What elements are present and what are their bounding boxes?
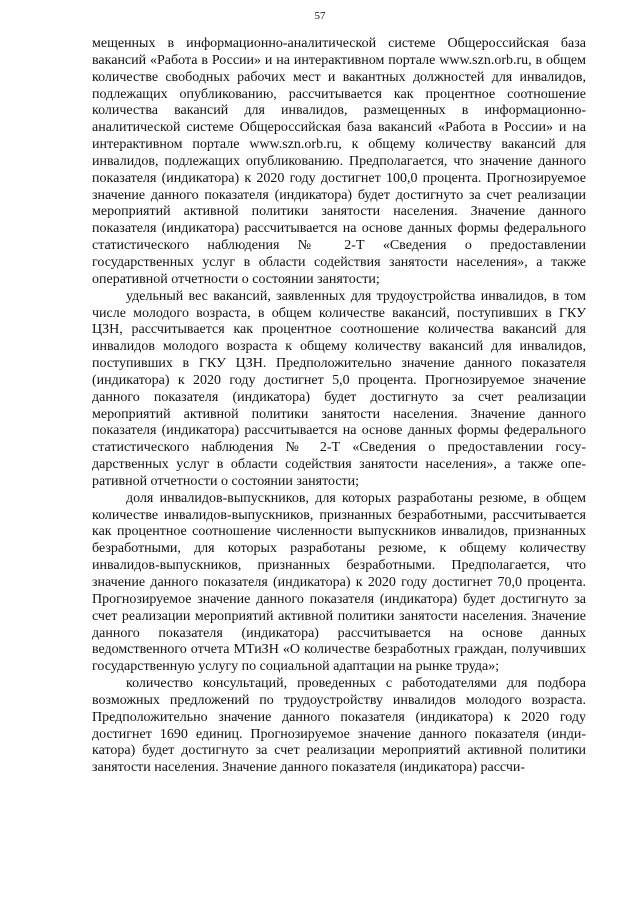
page-body [92, 36, 586, 777]
paragraph-2: удельный вес вакансий, заявленных для трудоустройства инвалидов, в том числе молодого возраста, в общем количестве вакансий, поступивших в ГКУ ЦЗН, рассчитывается как процентное соотношение количества вакансий для инвалидов молодого возраста к общему количеству вакансий для инвалидов, поступивших в ГКУ ЦЗН. Предположительно значение данного показателя (индикатора) к 2020 году достигнет 5,0 процента. Прогнозируемое значение данного показателя (индикатора) будет достигнуто за счет реализации мероприятий активной политики занятости населения. Значение данного показателя (индикатора) рассчитывается на основе данных формы федерального статистического наблюдения № 2-Т «Сведения о предоставлении государственных услуг в области содействия занятости населения», а также оперативной отчетности о состоянии занятости; [92, 288, 586, 489]
paragraph-1: мещенных в информационно-аналитической системе Общероссийская база вакансий «Работа в России» и на интерактивном портале www.szn.orb.ru, в общем количестве свободных рабочих мест и вакантных должностей для инвалидов, подлежащих опубликованию, рассчитывается как процентное соотношение количества вакансий для инвалидов, размещенных в информационно-аналитической системе Общероссийская база вакансий «Работа в России» и на интерактивном портале www.szn.orb.ru, к общему количеству вакансий для инвалидов, подлежащих опубликованию. Предполагается, что значение данного показателя (индикатора) к 2020 году достигнет 100,0 процента. Прогнозируемое значение данного показателя (индикатора) будет достигнуто за счет реализации мероприятий активной политики занятости населения. Значение данного показателя (индикатора) рассчитывается на основе данных формы федерального статистического наблюдения № 2-Т «Сведения о предоставлении государственных услуг в области содействия занятости населения», а также оперативной отчетности о состоянии занятости; [92, 36, 586, 287]
paragraph-3: доля инвалидов-выпускников, для которых разработаны резюме, в общем количестве инвалидов-выпускников, признанных безработными, рассчитывается как процентное соотношение численности выпускников инвалидов, признанных безработными, для которых разработаны резюме, к общему количеству инвалидов-выпускников, признанных безработными. Предполагается, что значение данного показателя (индикатора) к 2020 году достигнет 70,0 процента. Прогнозируемое значение данного показателя (индикатора) будет достигнуто за счет реализации мероприятий активной политики занятости населения. Значение данного показателя (индикатора) рассчитывается на основе данных ведомственного отчета МТиЗН «О количестве безработных граждан, получивших государственную услугу по социальной адаптации на рынке труда»; [92, 490, 586, 675]
page-number: 57 [314, 10, 326, 22]
paragraph-4: количество консультаций, проведенных с работодателями для подбора возможных предложений по трудоустройству инвалидов молодого возраста. Предположительно значение данного показателя (индикатора) к 2020 году достигнет 1690 единиц. Прогнозируемое значение данного показателя (индикатора) будет достигнуто за счет реализации мероприятий активной политики занятости населения. Значение данного показателя (индикатора) рассчи- [92, 676, 586, 776]
